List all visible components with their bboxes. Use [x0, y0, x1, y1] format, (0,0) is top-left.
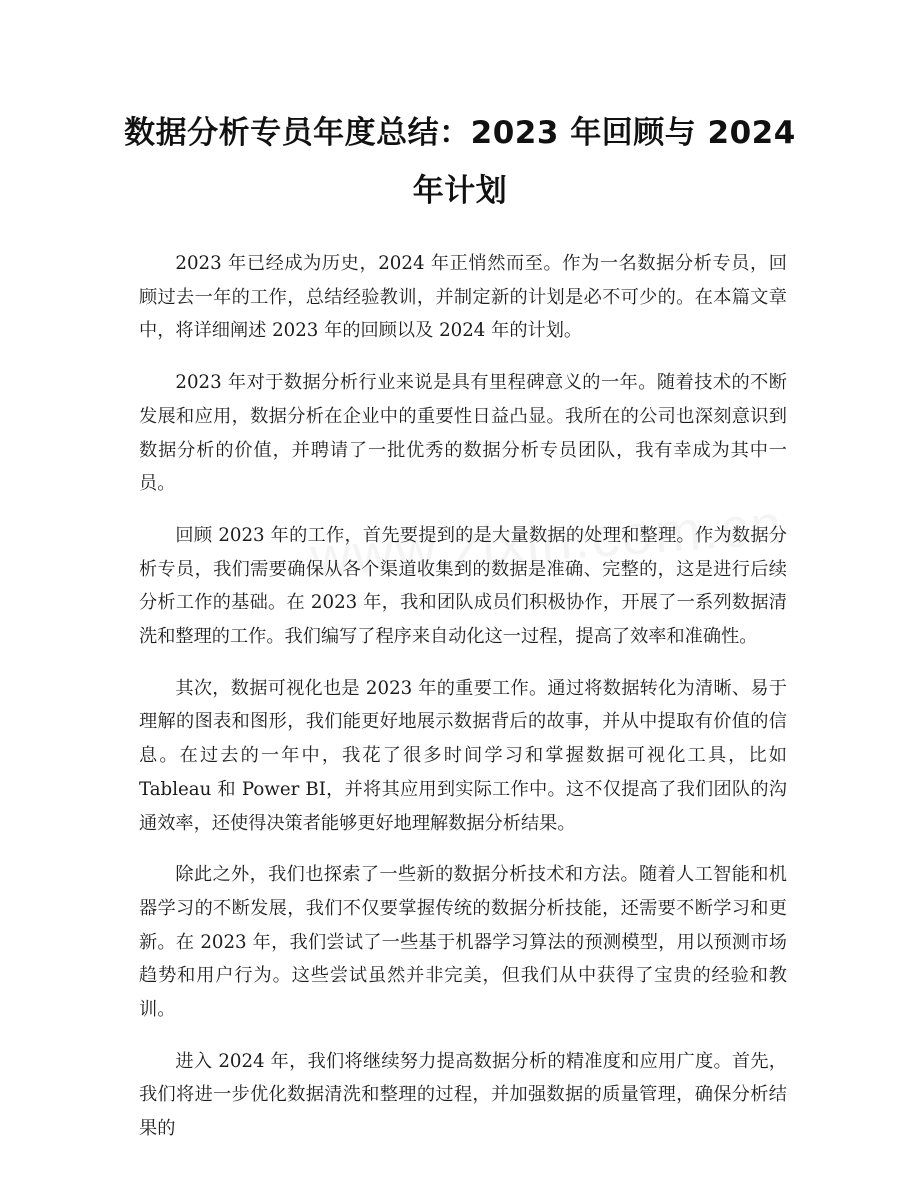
paragraph-5: 除此之外，我们也探索了一些新的数据分析技术和方法。随着人工智能和机器学习的不断发展，我们不仅要掌握传统的数据分析技能，还需要不断学习和更新。在 2023 年，我们尝试了一些基于机器学习算法的预测模型，用以预测市场趋势和用户行为。这些尝试虽然并非完美，但我们从中获得了宝贵的经验和教训。 [139, 864, 787, 1021]
paragraph-1: 2023 年已经成为历史，2024 年正悄然而至。作为一名数据分析专员，回顾过去一年的工作，总结经验教训，并制定新的计划是必不可少的。在本篇文章中，将详细阐述 2023 年的回顾以及 2024 年的计划。 [139, 253, 787, 342]
document-title: 数据分析专员年度总结：2023 年回顾与 2024 年计划 [124, 115, 796, 209]
paragraph-6: 进入 2024 年，我们将继续努力提高数据分析的精准度和应用广度。首先，我们将进一步优化数据清洗和整理的过程，并加强数据的质量管理，确保分析结果的 [139, 1050, 787, 1140]
paragraph-4: 其次，数据可视化也是 2023 年的重要工作。通过将数据转化为清晰、易于理解的图表和图形，我们能更好地展示数据背后的故事，并从中提取有价值的信息。在过去的一年中，我花了很多时间学习和掌握数据可视化工具，比如 Tableau 和 Power BI，并将其应用到实际工作中。这不仅提高了我们团队的沟通效率，还使得决策者能够更好地理解数据分析结果。 [139, 677, 787, 834]
document-body [139, 247, 787, 1164]
paragraph-2: 2023 年对于数据分析行业来说是具有里程碑意义的一年。随着技术的不断发展和应用，数据分析在企业中的重要性日益凸显。我所在的公司也深刻意识到数据分析的价值，并聘请了一批优秀的数据分析专员团队，我有幸成为其中一员。 [139, 372, 787, 495]
paragraph-3: 回顾 2023 年的工作，首先要提到的是大量数据的处理和整理。作为数据分析专员，我们需要确保从各个渠道收集到的数据是准确、完整的，这是进行后续分析工作的基础。在 2023 年，我和团队成员们积极协作，开展了一系列数据清洗和整理的工作。我们编写了程序来自动化这一过程，提高了效率和准确性。 [139, 524, 787, 648]
